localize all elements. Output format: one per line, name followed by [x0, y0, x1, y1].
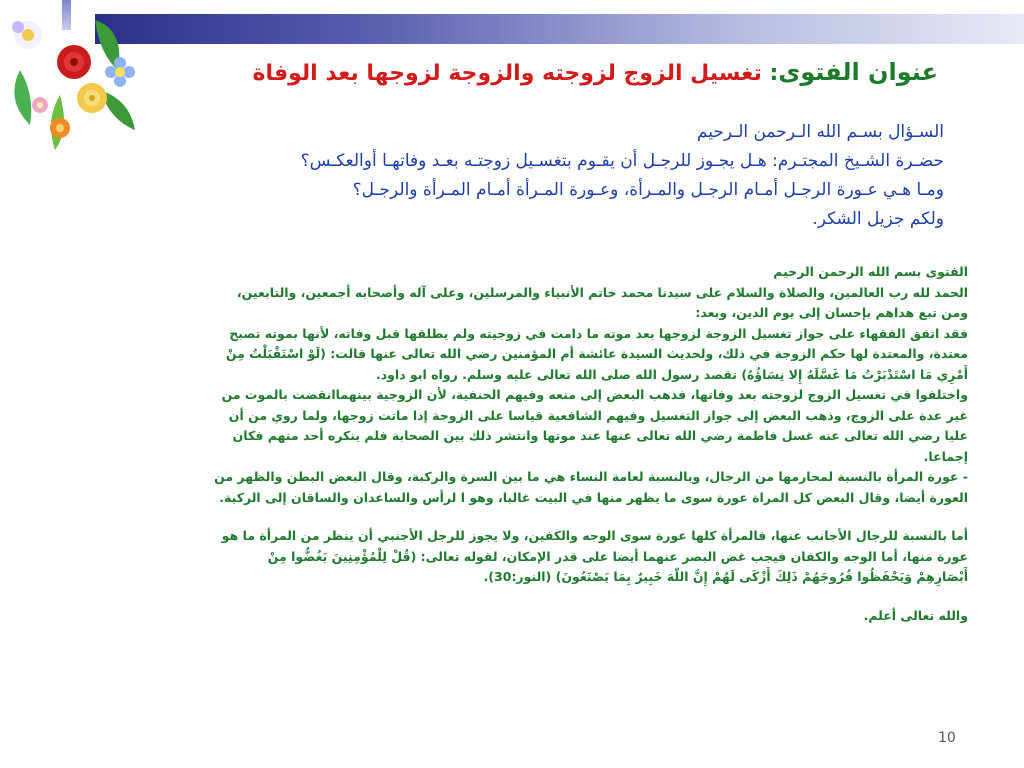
answer-spacer: [40, 508, 968, 526]
answer-line: - عورة المرأة بالنسبة لمحارمها من الرجال، وبالنسبة لعامة النساء هي ما بين السرة والركبة، وقال البعض البطن والظهر من: [214, 469, 968, 484]
answer-line: غير عدة على الزوج، وذهب البعض إلى جواز التغسيل وفيهم الشافعية قياسا على الزوجة إذا ماتت زوجها، ولما روي من أن: [228, 407, 968, 423]
title-colon: :: [769, 61, 779, 86]
answer-line: أما بالنسبة للرجال الأجانب عنها، فالمرأة كلها عورة سوى الوجه والكفين، ولا يجوز للرجل الأجنبي أن ينظر من المرأة ما هو: [221, 528, 968, 543]
answer-line: الفتوى بسم الله الرحمن الرحيم: [773, 264, 968, 279]
title-text: تغسيل الزوج لزوجته والزوجة لزوجها بعد الوفاة: [252, 61, 762, 86]
answer-line: ومن تبع هداهم بإحسان إلى يوم الدين، وبعد:: [695, 305, 968, 320]
answer-line: فقد اتفق الفقهاء على جواز تغسيل الزوجة لزوجها بعد موته ما دامت في زوجيته ولم يطلقها قبل وفاته، لأنها بموته تصبح: [229, 325, 968, 341]
answer-line: معتدة، والمعتدة لها حكم الزوجة في ذلك، ولحديث السيدة عائشة أم المؤمنين رضي الله تعالى عنها قالت: (لَوْ اسْتَقْبَلْتُ مِنْ: [225, 346, 968, 361]
answer-line: إجماعا.: [923, 448, 968, 464]
answer-block: [40, 262, 968, 626]
question-line: ومـا هـي عـورة الرجـل أمـام الرجـل والمـرأة، وعـورة المـرأة أمـام المـرأة والرجـل؟: [352, 180, 944, 200]
question-block: [84, 118, 944, 234]
question-line: ولكم جزيل الشكر.: [812, 209, 944, 229]
answer-line: عليا رضي الله تعالى عنه غسل فاطمة رضي الله تعالى عنها عند موتها وانتشر ذلك بين الصحابة فلم ينكره أحد منهم فكان: [232, 428, 968, 443]
question-line: حضـرة الشـيخ المجتـرم: هـل يجـوز للرجـل أن يقـوم بتغسـيل زوجتـه بعـد وفاتهـا أوالعكـس؟: [300, 151, 944, 171]
answer-line: أَبْصَارِهِمْ وَيَحْفَظُوا فُرُوجَهُمْ ذَلِكَ أَزْكَى لَهُمْ إِنَّ اللَّهَ خَبِيرٌ بِمَا يَصْنَعُونَ) (النور:30).: [483, 569, 968, 584]
answer-line: أَمْرِي مَا اسْتَدْبَرْتُ مَا غَسَّلَهُ إِلا نِسَاؤُهُ) تقصد رسول الله صلى الله تعالى عليه وسلم. رواه ابو داود.: [376, 366, 968, 382]
page-number: 10: [938, 730, 956, 746]
title-label: عنوان الفتوى: [778, 58, 938, 86]
question-line: السـؤال بسـم الله الـرحمن الـرحيم: [696, 122, 944, 142]
answer-line: عورة منها، أما الوجه والكفان فيجب غض البصر عنهما أيضا على قدر الإمكان، لقوله تعالى: (قُلْ لِلْمُؤْمِنِينَ يَغُضُّوا مِنْ: [267, 548, 968, 564]
answer-line: واختلفوا في تغسيل الزوج لزوجته بعد وفاتها، فذهب البعض إلى منعه وفيهم الحنفية، لأن الزوجية بينهماانقضت بالموت من: [221, 387, 968, 402]
answer-line: الحمد لله رب العالمين، والصلاة والسلام على سيدنا محمد خاتم الأنبياء والمرسلين، وعلى آله وأصحابه أجمعين، والتابعين،: [236, 284, 968, 300]
answer-spacer: [40, 588, 968, 606]
header-gradient-bar: [95, 14, 1024, 44]
answer-line: العورة أيضا، وقال البعض كل المراة عورة سوى ما يظهر منها في البيت غالبا، وهو ا لرأس والساعدان والساقان إلى الركبة.: [219, 489, 968, 505]
answer-closing: والله تعالى أعلم.: [863, 607, 968, 623]
fatwa-title: [252, 58, 938, 86]
